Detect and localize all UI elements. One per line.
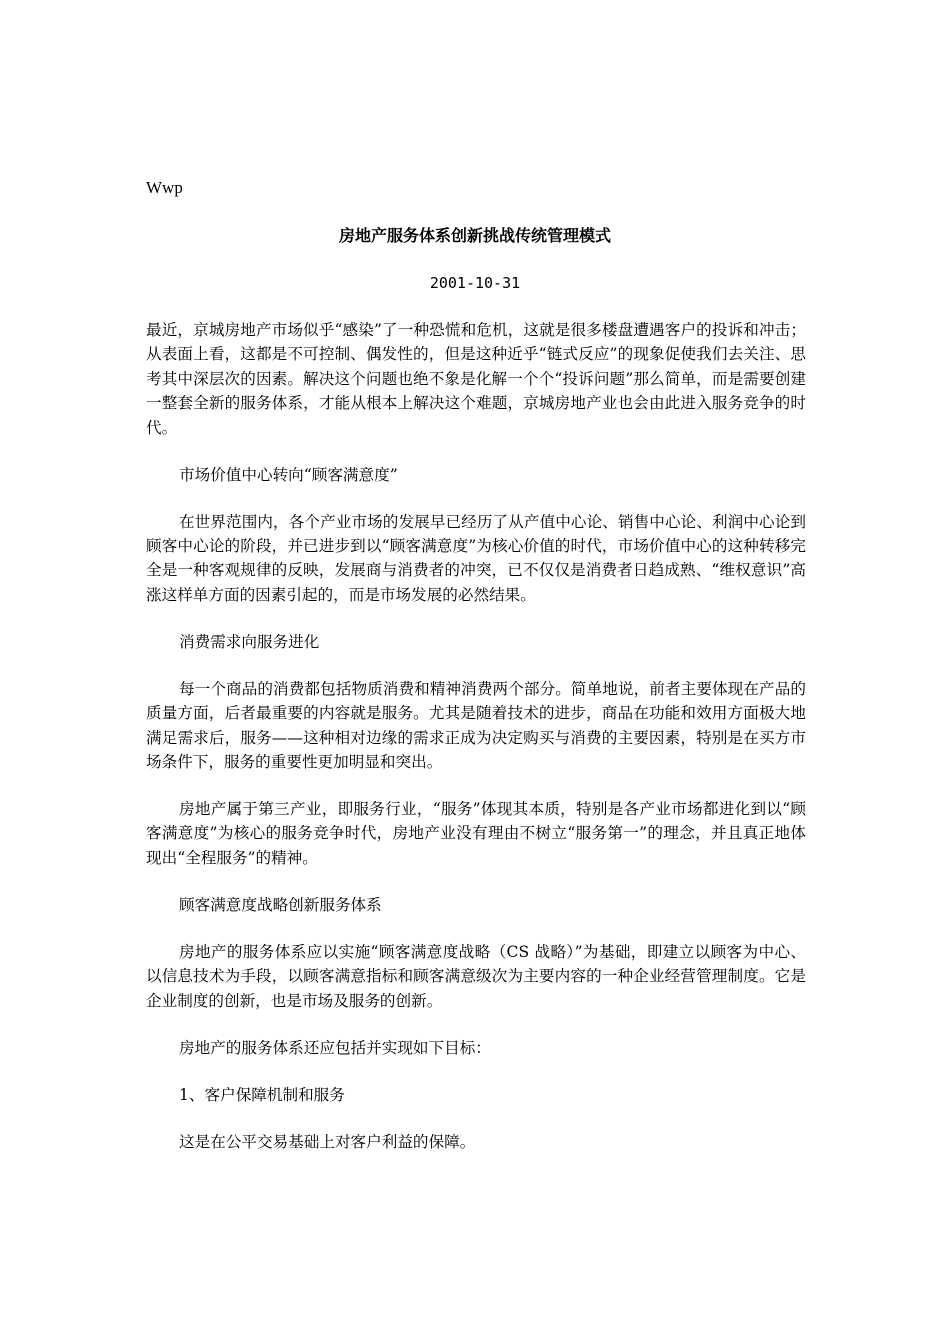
paragraph: 房地产的服务体系还应包括并实现如下目标：: [179, 1038, 491, 1057]
paragraph: 在世界范围内，各个产业市场的发展早已经历了从产值中心论、销售中心论、利润中心论到顾客中心论的阶段，并已进步到以“顾客满意度”为核心价值的时代，市场价值中心的这种转移完全是一种客观规律的反映，发展商与消费者的冲突，已不仅仅是消费者日趋成熟、“维权意识”高涨这样单方面的因素引起的，而是市场发展的必然结果。: [146, 512, 806, 604]
paragraph: 房地产属于第三产业，即服务行业，“服务”体现其本质，特别是各产业市场都进化到以“顾客满意度”为核心的服务竞争时代，房地产业没有理由不树立“服务第一”的理念，并且真正地体现出“全程服务”的精神。: [146, 800, 806, 867]
article-date: 2001-10-31: [429, 274, 521, 292]
article-title: 房地产服务体系创新挑战传统管理模式: [338, 226, 611, 245]
paragraph: 每一个商品的消费都包括物质消费和精神消费两个部分。简单地说，前者主要体现在产品的质量方面，后者最重要的内容就是服务。尤其是随着技术的进步，商品在功能和效用方面极大地满足需求后，服务——这种相对边缘的需求正成为决定购买与消费的主要因素，特别是在买方市场条件下，服务的重要性更加明显和突出。: [146, 679, 806, 772]
paragraph: 房地产的服务体系应以实施“顾客满意度战略（CS 战略）”为基础，即建立以顾客为中心、以信息技术为手段，以顾客满意指标和顾客满意级次为主要内容的一种企业经营管理制度。它是企业制度的创新，也是市场及服务的创新。: [146, 942, 806, 1010]
section-heading: 市场价值中心转向“顾客满意度”: [179, 465, 398, 484]
section-heading: 顾客满意度战略创新服务体系: [179, 895, 382, 914]
article-body: [146, 318, 806, 1177]
section-heading: 消费需求向服务进化: [179, 632, 320, 651]
paragraph: 这是在公平交易基础上对客户利益的保障。: [179, 1132, 476, 1151]
paragraph: 最近，京城房地产市场似乎“感染”了一种恐慌和危机，这就是很多楼盘遭遇客户的投诉和冲击；从表面上看，这都是不可控制、偶发性的，但是这种近乎“链式反应”的现象促使我们去关注、思考其中深层次的因素。解决这个问题也绝不象是化解一个个“投诉问题”那么简单，而是需要创建一整套全新的服务体系，才能从根本上解决这个难题，京城房地产业也会由此进入服务竞争的时代。: [146, 321, 806, 437]
list-item-heading: 1、客户保障机制和服务: [179, 1085, 345, 1104]
header-mark: Wwp: [146, 178, 183, 197]
